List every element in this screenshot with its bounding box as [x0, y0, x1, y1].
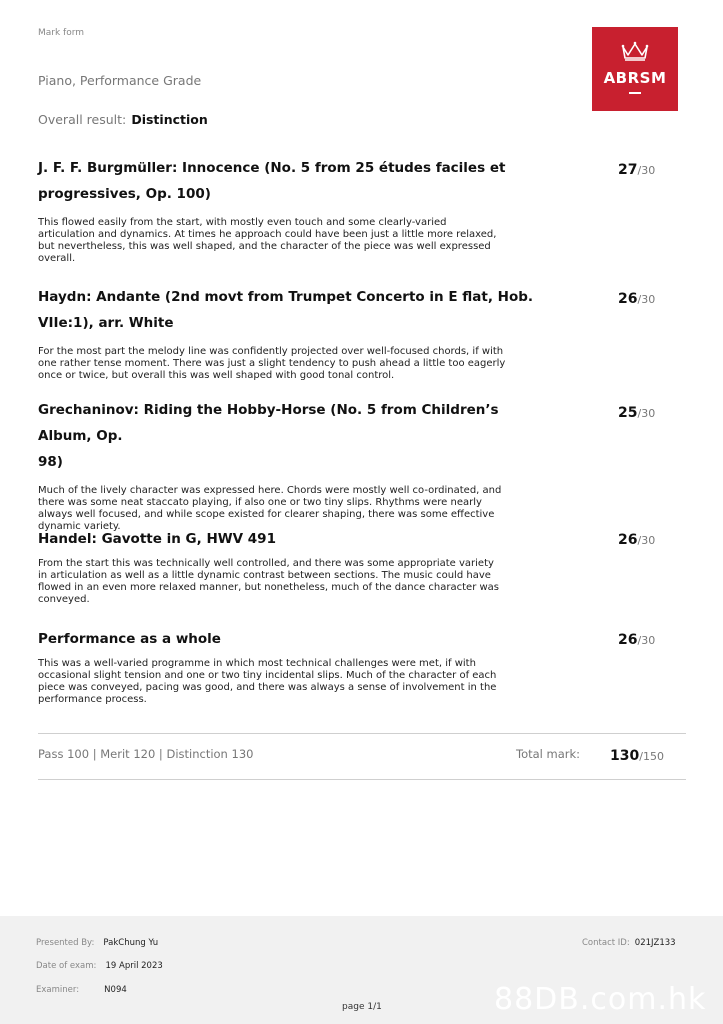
- mark-value: 25: [618, 405, 638, 421]
- contact-id: [582, 930, 676, 949]
- page-number: page 1/1: [342, 1002, 382, 1012]
- piece-comment: [38, 658, 518, 706]
- overall-result-label: Overall result:: [38, 112, 127, 127]
- comment-line: one rather tense moment. There was just a slight tendency to push ahead a little too eagerly: [38, 358, 506, 369]
- comment-line: piece was conveyed, pacing was good, and there was always a sense of involvement in the: [38, 682, 497, 693]
- comment-line: once or twice, but overall this was well shaped with good tonal control.: [38, 370, 395, 381]
- mark-out-of: /30: [637, 634, 656, 647]
- piece-3: [38, 397, 538, 533]
- comment-line: This flowed easily from the start, with mostly even touch and some clearly-varied: [38, 217, 447, 228]
- abrsm-logo: [592, 27, 678, 111]
- summary-bottom-divider: [38, 779, 686, 780]
- exam-date: [36, 953, 163, 972]
- mark-value: 27: [618, 162, 638, 178]
- piece-title-line: Haydn: Andante (2nd movt from Trumpet Concerto in E flat, Hob.: [38, 289, 534, 305]
- comment-line: Much of the lively character was expressed here. Chords were mostly well co-ordinated, and: [38, 485, 502, 496]
- footer: [0, 916, 723, 1024]
- comment-line: For the most part the melody line was confidently projected over well-focused chords, if with: [38, 346, 504, 357]
- mark-out-of: /30: [637, 407, 656, 420]
- piece-title-line: Handel: Gavotte in G, HWV 491: [38, 531, 276, 547]
- summary-top-divider: [38, 733, 686, 734]
- piece-title: [38, 526, 538, 552]
- presented-by: [36, 930, 158, 949]
- comment-line: there was some neat staccato playing, if also one or two tiny slips. Rhythms were nearly: [38, 497, 482, 508]
- piece-1: [38, 155, 538, 265]
- logo-text: ABRSM: [603, 69, 667, 87]
- performance-whole-mark: [618, 632, 655, 648]
- piece-comment: [38, 558, 518, 606]
- overall-result-value: Distinction: [131, 112, 208, 127]
- presented-by-label: Presented By:: [36, 938, 95, 948]
- piece-2: [38, 284, 538, 382]
- comment-line: conveyed.: [38, 594, 90, 605]
- mark-value: 26: [618, 632, 638, 648]
- logo-underline: [629, 92, 641, 94]
- total-mark-label: Total mark:: [516, 747, 581, 761]
- mark-out-of: /30: [637, 293, 656, 306]
- piece-title-line: Grechaninov: Riding the Hobby-Horse (No. 5 from Children’s Album, Op.: [38, 402, 499, 444]
- total-mark-value: 130: [610, 748, 640, 764]
- comment-line: flowed in an even more relaxed manner, but nonetheless, much of the dance character was: [38, 582, 500, 593]
- comment-line: This was a well-varied programme in which most technical challenges were met, if with: [38, 658, 476, 669]
- comment-line: From the start this was technically well controlled, and there was some appropriate variety: [38, 558, 494, 569]
- comment-line: in articulation as well as a little dynamic contrast between sections. The music could have: [38, 570, 491, 581]
- piece-4-mark: [618, 532, 655, 548]
- mark-value: 26: [618, 291, 638, 307]
- contact-id-value: 021JZ133: [634, 938, 676, 948]
- piece-title-line: J. F. F. Burgmüller: Innocence (No. 5 from 25 études faciles et: [38, 160, 506, 176]
- watermark: 88DB.com.hk: [494, 982, 707, 1017]
- comment-line: articulation and dynamics. At times he approach could have been just a little more relaxed,: [38, 229, 497, 240]
- contact-id-label: Contact ID:: [582, 938, 630, 948]
- piece-title-line: VIIe:1), arr. White: [38, 315, 174, 331]
- mark-out-of: /30: [637, 534, 656, 547]
- piece-title: [38, 626, 538, 652]
- piece-title-line: Performance as a whole: [38, 631, 221, 647]
- comment-line: overall.: [38, 253, 76, 264]
- exam-subtitle: Piano, Performance Grade: [38, 73, 202, 88]
- examiner-label: Examiner:: [36, 985, 80, 995]
- overall-result: [38, 109, 208, 128]
- form-label: Mark form: [38, 28, 85, 38]
- comment-line: occasional slight tension and one or two tiny incidental slips. Much of the character of each: [38, 670, 497, 681]
- examiner: [36, 977, 127, 996]
- comment-line: always well focused, and while scope existed for clearer shaping, there was some effective: [38, 509, 495, 520]
- piece-title-line: progressives, Op. 100): [38, 186, 211, 202]
- presented-by-value: PakChung Yu: [103, 938, 159, 948]
- piece-comment: [38, 346, 518, 382]
- piece-2-mark: [618, 291, 655, 307]
- comment-line: but nevertheless, this was well shaped, and the character of the piece was well expressed: [38, 241, 491, 252]
- comment-line: dynamic variety.: [38, 521, 121, 532]
- piece-title: [38, 155, 538, 207]
- examiner-value: N094: [104, 985, 127, 995]
- exam-date-label: Date of exam:: [36, 961, 97, 971]
- piece-title: [38, 397, 538, 475]
- grade-thresholds: Pass 100 | Merit 120 | Distinction 130: [38, 747, 254, 761]
- crown-icon: [621, 41, 649, 65]
- mark-out-of: /30: [637, 164, 656, 177]
- piece-4: [38, 526, 538, 606]
- performance-whole: [38, 626, 538, 706]
- total-mark-out-of: /150: [639, 750, 664, 763]
- mark-value: 26: [618, 532, 638, 548]
- piece-title: [38, 284, 538, 336]
- total-mark: [610, 748, 664, 764]
- comment-line: performance process.: [38, 694, 147, 705]
- piece-1-mark: [618, 162, 655, 178]
- piece-3-mark: [618, 405, 655, 421]
- piece-title-line: 98): [38, 454, 63, 470]
- piece-comment: [38, 217, 518, 265]
- exam-date-value: 19 April 2023: [105, 961, 163, 971]
